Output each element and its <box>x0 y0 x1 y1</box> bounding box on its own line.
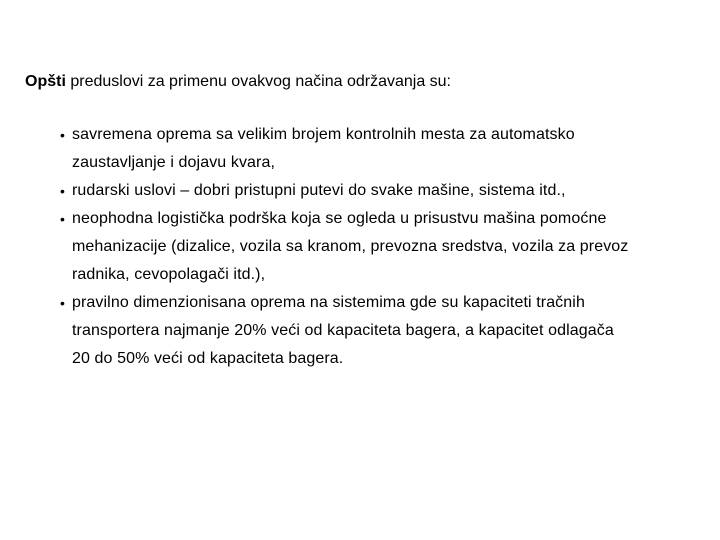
bullet-line: pravilno dimenzionisana oprema na sistemima gde su kapaciteti tračnih <box>72 294 585 311</box>
bullet-line: 20 do 50% veći od kapaciteta bagera. <box>72 350 344 367</box>
bullet-line: mehanizacije (dizalice, vozila sa kranom, prevozna sredstva, vozila za prevoz <box>72 238 629 255</box>
bullet-line: transportera najmanje 20% veći od kapaciteta bagera, a kapacitet odlagača <box>72 322 614 339</box>
bullet-icon: • <box>60 127 66 143</box>
bullet-item <box>60 177 710 205</box>
bullet-icon: • <box>60 295 66 311</box>
bullet-line: radnika, cevopolagači itd.), <box>72 266 266 283</box>
bullet-line: neophodna logistička podrška koja se ogleda u prisustvu mašina pomoćne <box>72 210 607 227</box>
heading-text: preduslovi za primenu ovakvog načina održavanja su: <box>65 73 451 90</box>
bullet-icon: • <box>60 183 66 199</box>
heading <box>25 72 451 92</box>
bullet-line: zaustavljanje i dojavu kvara, <box>72 154 276 171</box>
bullet-line: rudarski uslovi – dobri pristupni putevi do svake mašine, sistema itd., <box>72 182 566 199</box>
bullet-icon: • <box>60 211 66 227</box>
bullet-item <box>60 205 710 289</box>
bullet-item <box>60 121 710 177</box>
bullet-list <box>60 121 710 373</box>
bullet-line: savremena oprema sa velikim brojem kontrolnih mesta za automatsko <box>72 126 575 143</box>
bullet-item <box>60 289 710 373</box>
heading-bold-word: Opšti <box>25 73 66 90</box>
